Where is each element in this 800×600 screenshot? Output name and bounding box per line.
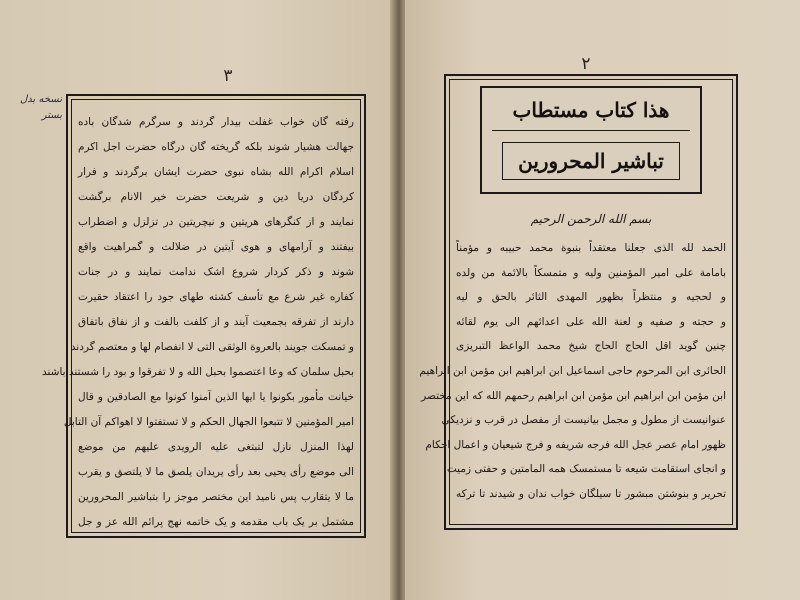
title-panel	[480, 86, 702, 194]
text-line: کردگان دریا دین و شریعت حضرت خیر الانام برگشت	[78, 191, 354, 203]
text-line: اسلام اکرام الله بشاه نبوی حضرت ایشان برگردند و فرار	[78, 166, 354, 178]
right-page-page-3	[0, 0, 395, 600]
text-line: لهذا المنزل نازل لتبتغی علیه الرویدی علیهم من موضع	[78, 441, 354, 453]
text-line: شوند و ذکر کردار شروع اشک ندامت نمایند و در جنات	[78, 266, 354, 278]
text-line: بیفتند و آرامهای و هوی آیتین در ضلالت و گمراهیت واقع	[78, 241, 354, 253]
text-line: تحریر و بنوشتن مبشور تا سیلگان خواب ندان و شیدند تا ترکه	[456, 487, 726, 500]
text-line: بامامة علی امیر المؤمنین ولیه و متمسکاً بالائمة من ولده	[456, 266, 726, 279]
book-title-line-2: تباشیر المحرورین	[502, 142, 680, 180]
text-line: نمایند و از کنگرهای هریتین و نیچریتین در تزلزل و اضطراب	[78, 216, 354, 228]
body-text	[419, 236, 726, 507]
text-line: کفاره غیر شرع مع تأسف کشته طهای جود را اعتقاد حقیرت	[78, 291, 354, 303]
text-line: خیانت مأمور بکونوا یا ایها الذین آمنوا کونوا مع الصادقین و قال	[78, 391, 354, 403]
margin-note-line: بستر	[41, 110, 62, 121]
text-line: امیر المؤمنین لا تتبعوا الجهال الحکم و لا تستفتوا لا اهواکم آن التابل	[63, 416, 354, 428]
text-line: بحبل سلمان که وعا اعتصموا بحبل الله و لا تفرقوا و بود را شستند باشند	[41, 366, 354, 378]
margin-note-line: نسخه بدل	[20, 94, 62, 105]
text-line: دارند از تفرقه بجمعیت آیند و از کلفت بالفت و از نفاق باتفاق	[78, 316, 354, 328]
text-line: الحمد لله الذی جعلنا معتقداً بنبوة محمد حبیبه و مؤمناً	[456, 242, 726, 254]
book-title-line-1: هذا کتاب مستطاب	[492, 94, 690, 131]
text-line: ما لا یتقارب پس نامید این مختصر موجز را بتباشیر المحرورین	[78, 491, 354, 503]
text-line: چنین گوید اقل الحاج الحاج شیخ محمد الواعظ التبریزی	[456, 340, 726, 353]
text-line: ابن مؤمن ابن ابراهیم ابن مؤمن ابن ابراهیم رحمهم الله که این مختصر	[421, 389, 726, 402]
page-number: ٢	[581, 54, 591, 74]
text-line: رفته گان خواب غفلت بیدار گردند و سرگرم شدگان باده	[78, 116, 354, 128]
page-number: ٣	[223, 66, 233, 86]
text-line: ظهور امام عصر عجل الله فرجه شریفه و فرج شیعیان و اعمال احکام	[425, 438, 726, 451]
text-line: و انجای استقامت شیعه تا مستمسک همه المامتین و حفتی زمیت	[446, 463, 726, 476]
text-line: عنوانیست از مطول و مجمل بیانیست از مفصل در قرب و نزدیکی	[441, 414, 726, 427]
text-line: الی موضع رأی یحیی بعد رأی یریدان یلصق ما لا یلتصق و یقرب	[78, 466, 354, 478]
text-frame	[419, 74, 738, 530]
basmala: بسم الله الرحمن الرحیم	[530, 212, 652, 226]
margin-note	[6, 92, 62, 124]
text-line: و حجته و صفیه و لعنة الله علی اعدائهم الی یوم لقائه	[456, 315, 726, 328]
text-line: جهالت هشیار شوند بلکه گریخته گان درگاه حضرت اجل اکرم	[78, 141, 354, 153]
text-line: و تمسکت جویند بالعروة الوثقی التی لا انفصام لها و معتصم گردند	[70, 341, 354, 353]
text-line: مشتمل بر یک باب مقدمه و یک خاتمه نهج پرائم الله عز و جل	[78, 516, 354, 528]
text-line: الحائری ابن المرحوم حاجی اسماعیل ابن ابراهیم ابن مؤمن ابن ابراهیم	[419, 364, 726, 377]
text-line: و لحجیه و منتظراً بظهور المهدی الثائر بالحق و لیه	[456, 291, 726, 304]
